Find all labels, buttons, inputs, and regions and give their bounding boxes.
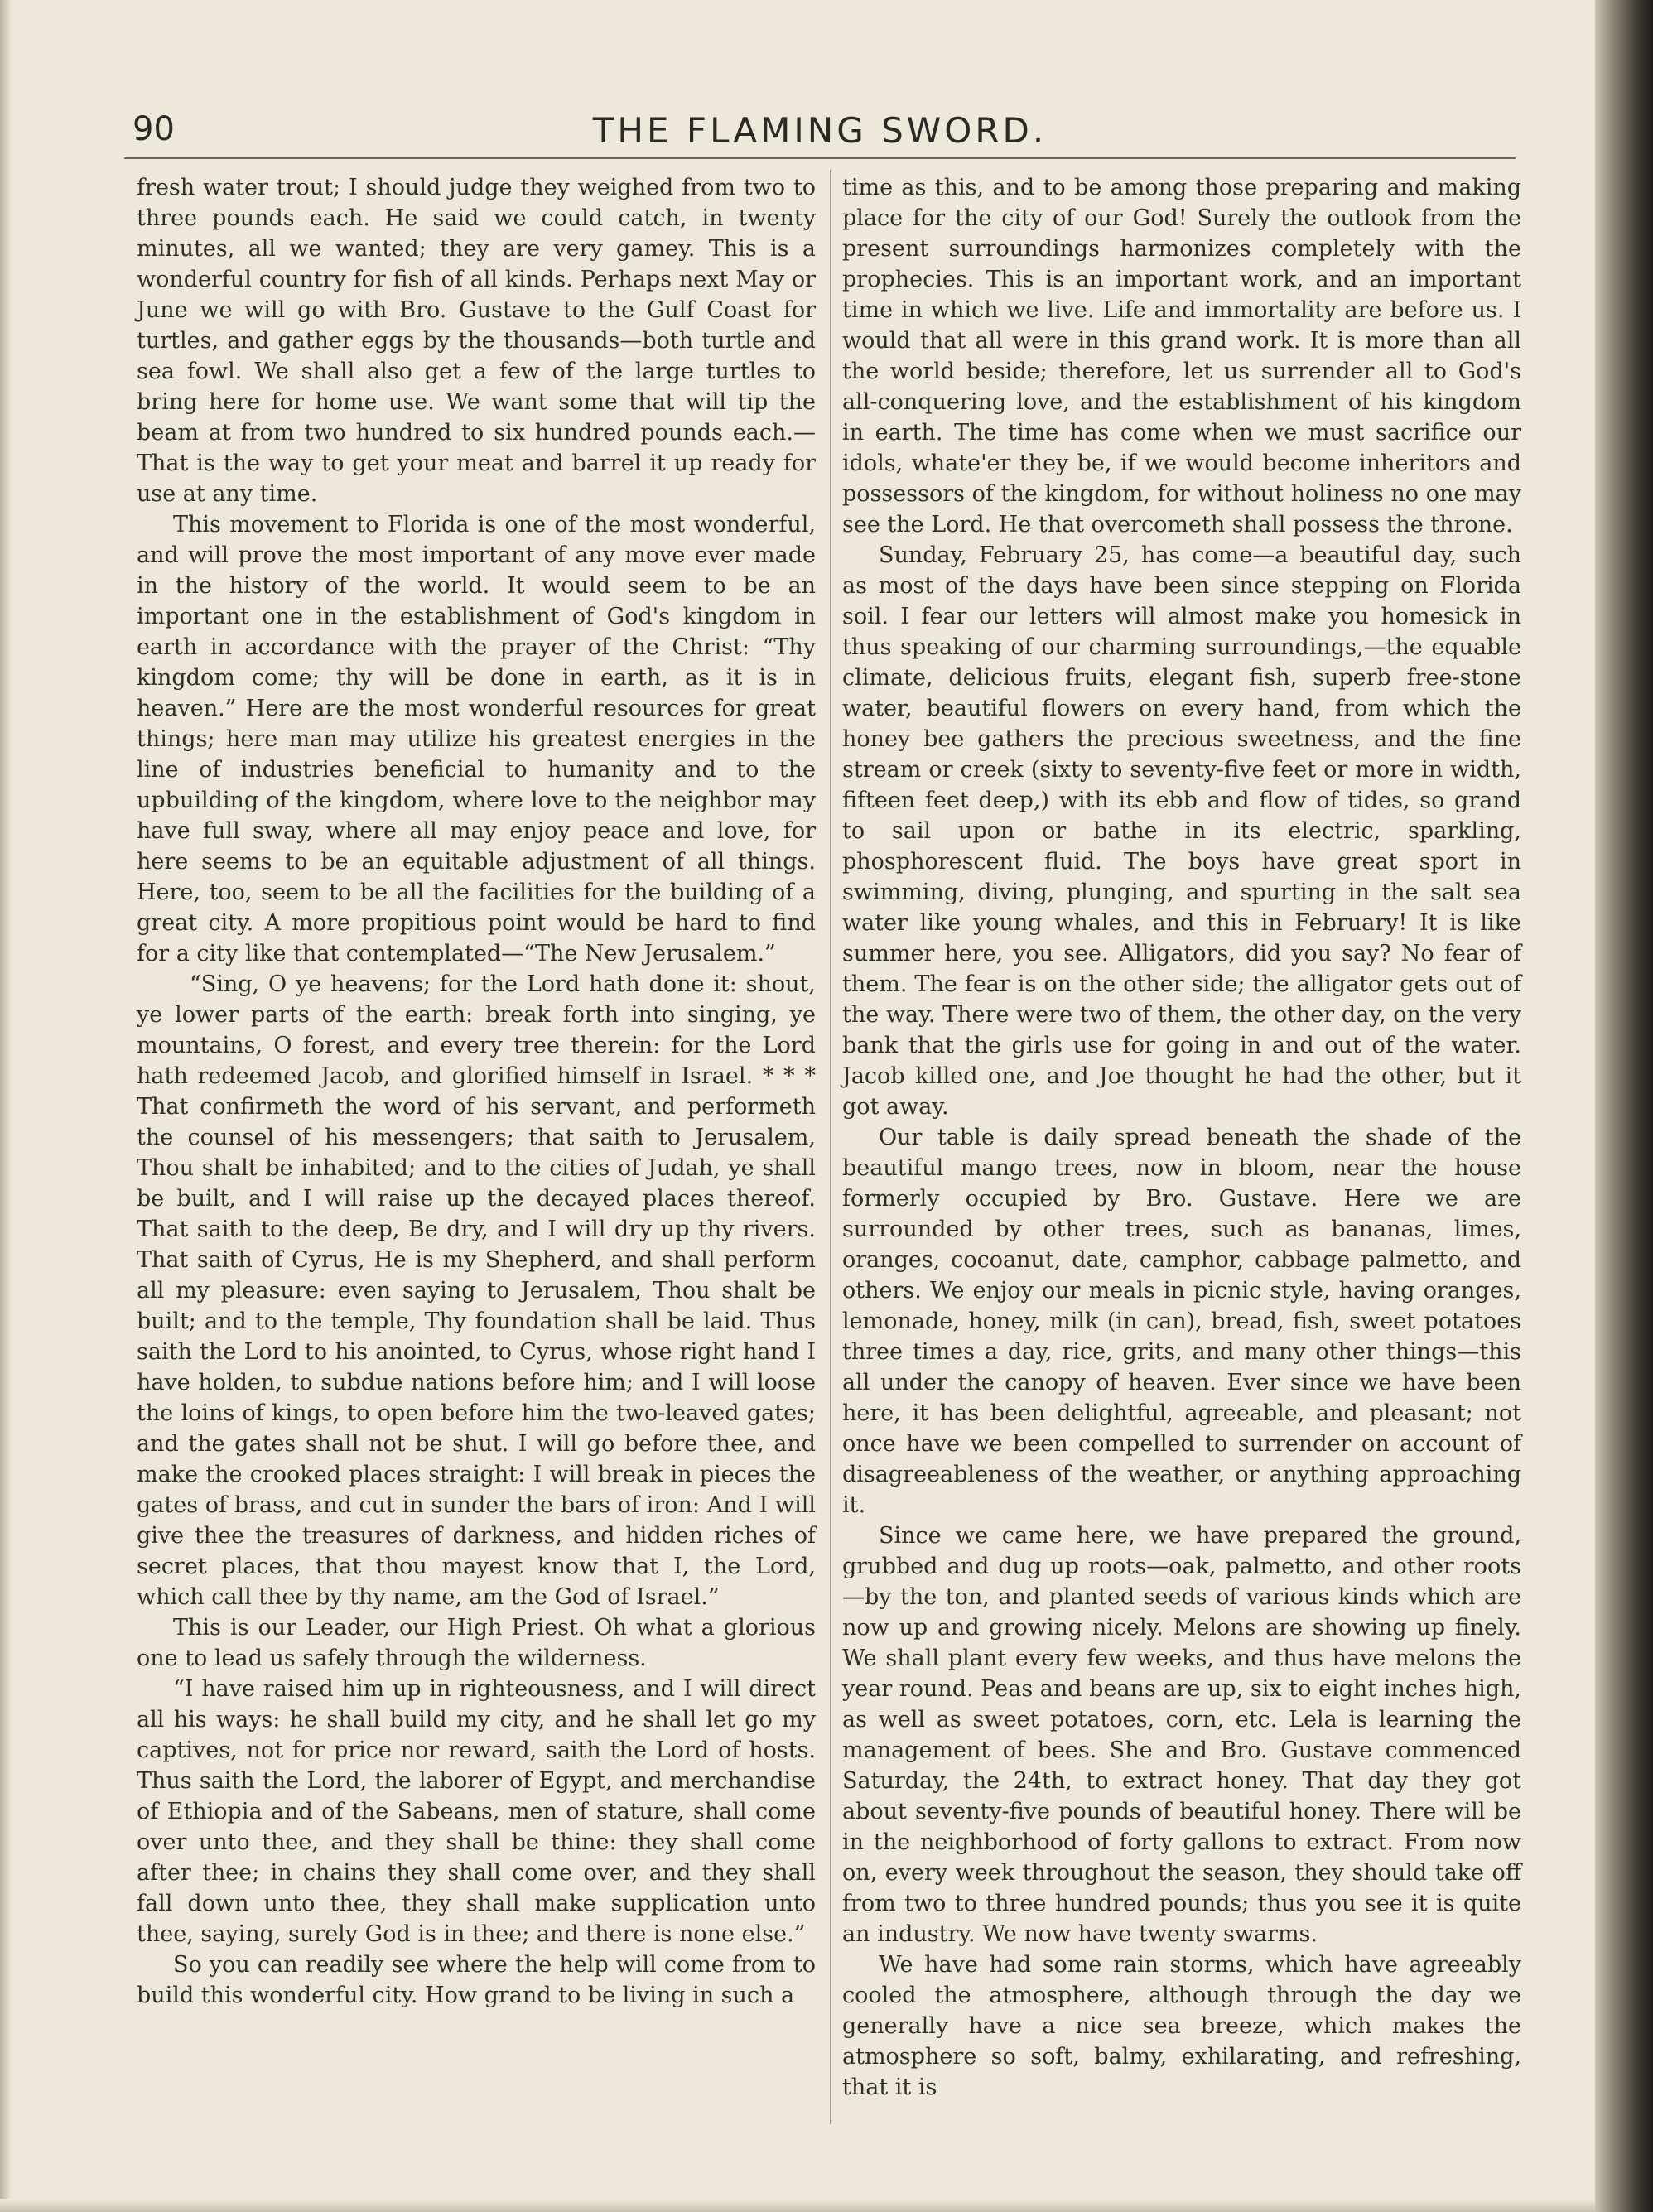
column-divider — [830, 170, 831, 2124]
paragraph: This movement to Florida is one of the most wonderful, and will prove the most important of any move ever made in the history of the world. It would seem to be an important one in the establishment of God's kingdom in earth in accordance with the prayer of the Christ: “Thy kingdom come; thy will be done in earth, as it is in heaven.” Here are the most wonderful resources for great things; here man may utilize his greatest energies in the line of industries beneficial to humanity and to the upbuilding of the kingdom, where love to the neighbor may have full sway, where all may enjoy peace and love, for here seems to be an equitable adjustment of all things. Here, too, seem to be all the facilities for the building of a great city. A more propitious point would be hard to find for a city like that contemplated—“The New Jerusalem.” — [137, 512, 816, 966]
paragraph: fresh water trout; I should judge they weighed from two to three pounds each. He said we could catch, in twenty minutes, all we wanted; they are very gamey. This is a wonderful country for fish of all kinds. Perhaps next May or June we will go with Bro. Gustave to the Gulf Coast for turtles, and gather eggs by the thousands—both turtle and sea fowl. We shall also get a few of the large turtles to bring here for home use. We want some that will tip the beam at from two hundred to six hundred pounds each.—That is the way to get your meat and barrel it up ready for use at any time. — [137, 175, 816, 507]
paragraph: time as this, and to be among those preparing and making place for the city of our God! Surely the outlook from the present surroundings harmonizes completely with the prophecies. This is an important work, and an important time in which we live. Life and immortality are before us. I would that all were in this grand work. It is more than all the world beside; therefore, let us surrender all to God's all-conquering love, and the establishment of his kingdom in earth. The time has come when we must sacrifice our idols, whate'er they be, if we would become inheritors and possessors of the kingdom, for without holiness no one may see the Lord. He that overcometh shall possess the throne. — [842, 175, 1521, 537]
paragraph: We have had some rain storms, which have agreeably cooled the atmosphere, although through the day we generally have a nice sea breeze, which makes the atmosphere so soft, balmy, exhilarating, and refreshing, that it is — [842, 1952, 1521, 2100]
paragraph: Since we came here, we have prepared the ground, grubbed and dug up roots—oak, palmetto, and other roots—by the ton, and planted seeds of various kinds which are now up and growing nicely. Melons are showing up finely. We shall plant every few weeks, and thus have melons the year round. Peas and beans are up, six to eight inches high, as well as sweet potatoes, corn, etc. Lela is learning the management of bees. She and Bro. Gustave commenced Saturday, the 24th, to extract honey. That day they got about seventy-five pounds of beautiful honey. There will be in the neighborhood of forty gallons to extract. From now on, every week throughout the season, they should take off from two to three hundred pounds; thus you see it is quite an industry. We now have twenty swarms. — [842, 1523, 1521, 1947]
paragraph: Our table is daily spread beneath the shade of the beautiful mango trees, now in bloom, near the house formerly occupied by Bro. Gustave. Here we are surrounded by other trees, such as bananas, limes, oranges, cocoanut, date, camphor, cabbage palmetto, and others. We enjoy our meals in picnic style, having oranges, lemonade, honey, milk (in can), bread, fish, sweet potatoes three times a day, rice, grits, and many other things—this all under the canopy of heaven. Ever since we have been here, it has been delightful, agreeable, and pleasant; not once have we been compelled to surrender on account of disagreeableness of the weather, or anything approaching it. — [842, 1125, 1521, 1518]
page-number: 90 — [133, 110, 175, 148]
header-rule — [124, 157, 1516, 159]
paragraph: So you can readily see where the help will come from to build this wonderful city. How grand to be living in such a — [137, 1952, 816, 2008]
right-column — [842, 172, 1521, 2103]
paragraph: This is our Leader, our High Priest. Oh what a glorious one to lead us safely through the wilderness. — [137, 1615, 816, 1671]
paragraph: Sunday, February 25, has come—a beautiful day, such as most of the days have been since stepping on Florida soil. I fear our letters will almost make you homesick in thus speaking of our charming surroundings,—the equable climate, delicious fruits, elegant fish, superb free-stone water, beautiful flowers on every hand, from which the honey bee gathers the precious sweetness, and the fine stream or creek (sixty to seventy-five feet or more in width, fifteen feet deep,) with its ebb and flow of tides, so grand to sail upon or bathe in its electric, sparkling, phosphorescent fluid. The boys have great sport in swimming, diving, plunging, and spurting in the salt sea water like young whales, and this in February! It is like summer here, you see. Alligators, did you say? No fear of them. The fear is on the other side; the alligator gets out of the way. There were two of them, the other day, on the very bank that the girls use for going in and out of the water. Jacob killed one, and Joe thought he had the other, but it got away. — [842, 542, 1521, 1120]
left-column — [137, 172, 816, 2011]
running-title: THE FLAMING SWORD. — [592, 110, 1048, 151]
book-binding — [1595, 0, 1653, 2212]
scripture-quote: “I have raised him up in righteousness, and I will direct all his ways: he shall build my city, and he shall let go my captives, not for price nor reward, saith the Lord of hosts. Thus saith the Lord, the laborer of Egypt, and merchandise of Ethiopia and of the Sabeans, men of stature, shall come over unto thee, and they shall be thine: they shall come after thee; in chains they shall come over, and they shall fall down unto thee, they shall make supplication unto thee, saying, surely God is in thee; and there is none else.” — [137, 1676, 816, 1947]
scripture-quote: “Sing, O ye heavens; for the Lord hath done it: shout, ye lower parts of the earth: break forth into singing, ye mountains, O forest, and every tree therein: for the Lord hath redeemed Jacob, and glorified himself in Israel. * * * That confirmeth the word of his servant, and performeth the counsel of his messengers; that saith to Jerusalem, Thou shalt be inhabited; and to the cities of Judah, ye shall be built, and I will raise up the decayed places thereof. That saith to the deep, Be dry, and I will dry up thy rivers. That saith of Cyrus, He is my Shepherd, and shall perform all my pleasure: even saying to Jerusalem, Thou shalt be built; and to the temple, Thy foundation shall be laid. Thus saith the Lord to his anointed, to Cyrus, whose right hand I have holden, to subdue nations before him; and I will loose the loins of kings, to open before him the two-leaved gates; and the gates shall not be shut. I will go before thee, and make the crooked places straight: I will break in pieces the gates of brass, and cut in sunder the bars of iron: And I will give thee the treasures of darkness, and hidden riches of secret places, that thou mayest know that I, the Lord, which call thee by thy name, am the God of Israel.” — [137, 971, 816, 1610]
page-bottom-edge — [0, 2199, 1653, 2212]
page-header — [124, 104, 1516, 161]
